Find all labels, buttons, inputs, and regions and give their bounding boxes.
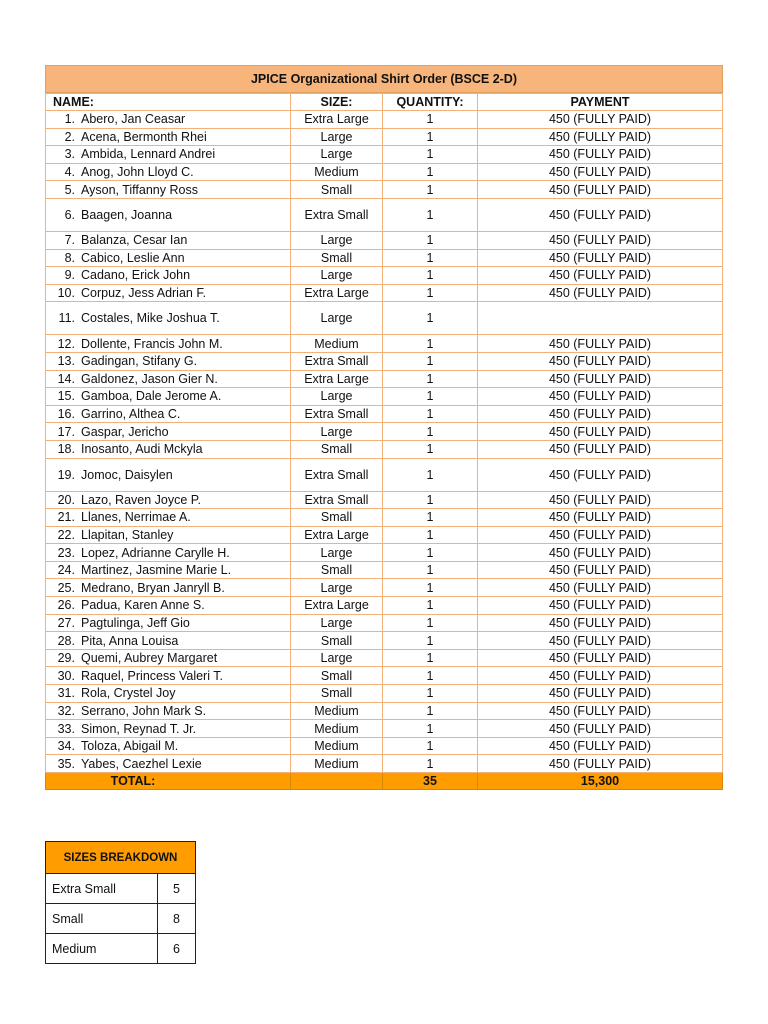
shirt-size: Large — [291, 388, 383, 406]
payment-status: 450 (FULLY PAID) — [478, 649, 723, 667]
total-payment: 15,300 — [478, 773, 723, 790]
student-name-cell — [46, 267, 291, 285]
student-name: Cadano, Erick John — [81, 268, 191, 283]
shirt-order-sheet — [45, 65, 723, 790]
student-name: Ambida, Lennard Andrei — [81, 147, 216, 162]
table-row — [46, 597, 723, 615]
quantity: 1 — [383, 128, 478, 146]
shirt-size: Large — [291, 614, 383, 632]
table-row — [46, 370, 723, 388]
payment-status: 450 (FULLY PAID) — [478, 561, 723, 579]
student-name: Yabes, Caezhel Lexie — [81, 756, 202, 771]
row-number: 27. — [57, 615, 75, 630]
table-row — [46, 423, 723, 441]
payment-status: 450 (FULLY PAID) — [478, 231, 723, 249]
payment-status: 450 (FULLY PAID) — [478, 458, 723, 491]
student-name: Garrino, Althea C. — [81, 407, 181, 422]
quantity: 1 — [383, 685, 478, 703]
shirt-size: Medium — [291, 755, 383, 773]
student-name: Llanes, Nerrimae A. — [81, 510, 191, 525]
student-name-cell — [46, 231, 291, 249]
shirt-size: Medium — [291, 335, 383, 353]
breakdown-value: 6 — [158, 934, 196, 964]
shirt-size: Extra Small — [291, 491, 383, 509]
shirt-size: Large — [291, 231, 383, 249]
payment-status: 450 (FULLY PAID) — [478, 685, 723, 703]
row-number: 32. — [57, 703, 75, 718]
table-row — [46, 667, 723, 685]
quantity: 1 — [383, 267, 478, 285]
shirt-size: Extra Large — [291, 526, 383, 544]
row-number: 31. — [57, 686, 75, 701]
row-number: 23. — [57, 545, 75, 560]
shirt-size: Small — [291, 685, 383, 703]
shirt-size: Large — [291, 146, 383, 164]
student-name-cell — [46, 579, 291, 597]
payment-status: 450 (FULLY PAID) — [478, 284, 723, 302]
table-row — [46, 198, 723, 231]
row-number: 11. — [58, 311, 75, 326]
table-row — [46, 405, 723, 423]
student-name-cell — [46, 352, 291, 370]
row-number: 33. — [57, 721, 75, 736]
payment-status: 450 (FULLY PAID) — [478, 544, 723, 562]
quantity: 1 — [383, 667, 478, 685]
quantity: 1 — [383, 146, 478, 164]
payment-status: 450 (FULLY PAID) — [478, 423, 723, 441]
payment-status: 450 (FULLY PAID) — [478, 632, 723, 650]
row-number: 16. — [57, 407, 75, 422]
shirt-size: Extra Large — [291, 597, 383, 615]
table-row — [46, 561, 723, 579]
student-name-cell — [46, 667, 291, 685]
student-name: Abero, Jan Ceasar — [81, 112, 186, 127]
student-name: Raquel, Princess Valeri T. — [81, 668, 223, 683]
table-row — [46, 526, 723, 544]
shirt-size: Large — [291, 128, 383, 146]
student-name: Martinez, Jasmine Marie L. — [81, 563, 232, 578]
student-name-cell — [46, 146, 291, 164]
total-row — [46, 773, 723, 790]
table-row — [46, 649, 723, 667]
quantity: 1 — [383, 198, 478, 231]
row-number: 21. — [57, 510, 75, 525]
student-name: Toloza, Abigail M. — [81, 739, 179, 754]
quantity: 1 — [383, 649, 478, 667]
payment-status: 450 (FULLY PAID) — [478, 579, 723, 597]
table-row — [46, 231, 723, 249]
shirt-size: Large — [291, 267, 383, 285]
student-name-cell — [46, 491, 291, 509]
shirt-size: Small — [291, 440, 383, 458]
student-name: Simon, Reynad T. Jr. — [81, 721, 197, 736]
table-row — [46, 509, 723, 527]
student-name: Pagtulinga, Jeff Gio — [81, 615, 190, 630]
row-number: 17. — [57, 424, 75, 439]
student-name-cell — [46, 128, 291, 146]
quantity: 1 — [383, 302, 478, 335]
row-number: 28. — [57, 633, 75, 648]
quantity: 1 — [383, 526, 478, 544]
student-name-cell — [46, 720, 291, 738]
table-row — [46, 128, 723, 146]
student-name-cell — [46, 440, 291, 458]
payment-status: 450 (FULLY PAID) — [478, 702, 723, 720]
shirt-size: Medium — [291, 702, 383, 720]
student-name: Pita, Anna Louisa — [81, 633, 179, 648]
payment-status: 450 (FULLY PAID) — [478, 146, 723, 164]
header-payment: PAYMENT — [478, 94, 723, 111]
shirt-size: Small — [291, 561, 383, 579]
row-number: 20. — [57, 492, 75, 507]
row-number: 29. — [57, 651, 75, 666]
row-number: 1. — [64, 112, 75, 127]
row-number: 30. — [57, 668, 75, 683]
breakdown-value: 5 — [158, 874, 196, 904]
payment-status: 450 (FULLY PAID) — [478, 597, 723, 615]
quantity: 1 — [383, 561, 478, 579]
breakdown-label: Small — [46, 904, 158, 934]
payment-status: 450 (FULLY PAID) — [478, 440, 723, 458]
student-name-cell — [46, 302, 291, 335]
quantity: 1 — [383, 163, 478, 181]
row-number: 26. — [57, 598, 75, 613]
student-name-cell — [46, 632, 291, 650]
quantity: 1 — [383, 491, 478, 509]
table-row — [46, 737, 723, 755]
order-rows — [46, 111, 723, 773]
quantity: 1 — [383, 423, 478, 441]
quantity: 1 — [383, 405, 478, 423]
shirt-size: Large — [291, 649, 383, 667]
row-number: 2. — [64, 129, 75, 144]
row-number: 3. — [64, 147, 75, 162]
quantity: 1 — [383, 702, 478, 720]
row-number: 13. — [57, 354, 75, 369]
quantity: 1 — [383, 440, 478, 458]
breakdown-label: Extra Small — [46, 874, 158, 904]
row-number: 19. — [57, 467, 75, 482]
student-name: Gamboa, Dale Jerome A. — [81, 389, 222, 404]
orders-table — [45, 93, 723, 790]
table-row — [46, 579, 723, 597]
student-name: Gaspar, Jericho — [81, 424, 169, 439]
shirt-size: Large — [291, 579, 383, 597]
breakdown-row — [46, 904, 196, 934]
payment-status: 450 (FULLY PAID) — [478, 720, 723, 738]
payment-status: 450 (FULLY PAID) — [478, 667, 723, 685]
shirt-size: Medium — [291, 737, 383, 755]
quantity: 1 — [383, 720, 478, 738]
quantity: 1 — [383, 111, 478, 129]
table-row — [46, 284, 723, 302]
student-name-cell — [46, 335, 291, 353]
shirt-size: Extra Large — [291, 284, 383, 302]
shirt-size: Large — [291, 302, 383, 335]
quantity: 1 — [383, 737, 478, 755]
row-number: 8. — [64, 250, 75, 265]
quantity: 1 — [383, 509, 478, 527]
student-name: Corpuz, Jess Adrian F. — [81, 286, 207, 301]
quantity: 1 — [383, 614, 478, 632]
table-row — [46, 440, 723, 458]
payment-status: 450 (FULLY PAID) — [478, 614, 723, 632]
total-size-empty — [291, 773, 383, 790]
table-row — [46, 702, 723, 720]
quantity: 1 — [383, 370, 478, 388]
student-name: Cabico, Leslie Ann — [81, 250, 185, 265]
quantity: 1 — [383, 388, 478, 406]
shirt-size: Small — [291, 667, 383, 685]
row-number: 15. — [57, 389, 75, 404]
student-name-cell — [46, 249, 291, 267]
student-name-cell — [46, 544, 291, 562]
shirt-size: Small — [291, 632, 383, 650]
shirt-size: Extra Small — [291, 352, 383, 370]
payment-status: 450 (FULLY PAID) — [478, 405, 723, 423]
header-size: SIZE: — [291, 94, 383, 111]
shirt-size: Small — [291, 509, 383, 527]
quantity: 1 — [383, 249, 478, 267]
student-name-cell — [46, 561, 291, 579]
quantity: 1 — [383, 181, 478, 199]
header-row — [46, 94, 723, 111]
row-number: 12. — [57, 336, 75, 351]
student-name-cell — [46, 649, 291, 667]
breakdown-label: Medium — [46, 934, 158, 964]
total-label: TOTAL: — [46, 773, 291, 790]
student-name-cell — [46, 458, 291, 491]
quantity: 1 — [383, 579, 478, 597]
shirt-size: Small — [291, 249, 383, 267]
shirt-size: Extra Large — [291, 370, 383, 388]
student-name: Medrano, Bryan Janryll B. — [81, 580, 225, 595]
student-name: Baagen, Joanna — [81, 207, 173, 222]
student-name: Lopez, Adrianne Carylle H. — [81, 545, 230, 560]
student-name-cell — [46, 163, 291, 181]
student-name-cell — [46, 614, 291, 632]
row-number: 7. — [64, 233, 75, 248]
student-name: Acena, Bermonth Rhei — [81, 129, 207, 144]
shirt-size: Medium — [291, 720, 383, 738]
row-number: 4. — [64, 165, 75, 180]
table-row — [46, 491, 723, 509]
row-number: 5. — [64, 182, 75, 197]
table-row — [46, 632, 723, 650]
breakdown-value: 8 — [158, 904, 196, 934]
student-name: Anog, John Lloyd C. — [81, 165, 194, 180]
payment-status: 450 (FULLY PAID) — [478, 249, 723, 267]
payment-status: 450 (FULLY PAID) — [478, 509, 723, 527]
row-number: 6. — [64, 207, 75, 222]
shirt-size: Extra Small — [291, 458, 383, 491]
payment-status: 450 (FULLY PAID) — [478, 737, 723, 755]
quantity: 1 — [383, 544, 478, 562]
student-name: Quemi, Aubrey Margaret — [81, 651, 218, 666]
payment-status: 450 (FULLY PAID) — [478, 755, 723, 773]
student-name: Rola, Crystel Joy — [81, 686, 176, 701]
student-name-cell — [46, 284, 291, 302]
table-row — [46, 267, 723, 285]
student-name: Serrano, John Mark S. — [81, 703, 207, 718]
table-row — [46, 685, 723, 703]
student-name: Ayson, Tiffanny Ross — [81, 182, 198, 197]
table-row — [46, 755, 723, 773]
table-row — [46, 146, 723, 164]
row-number: 24. — [57, 563, 75, 578]
row-number: 14. — [57, 371, 75, 386]
student-name-cell — [46, 111, 291, 129]
table-row — [46, 111, 723, 129]
row-number: 18. — [57, 442, 75, 457]
total-quantity: 35 — [383, 773, 478, 790]
student-name-cell — [46, 526, 291, 544]
table-row — [46, 352, 723, 370]
quantity: 1 — [383, 458, 478, 491]
table-row — [46, 335, 723, 353]
shirt-size: Extra Small — [291, 198, 383, 231]
quantity: 1 — [383, 755, 478, 773]
row-number: 10. — [57, 286, 75, 301]
payment-status: 450 (FULLY PAID) — [478, 198, 723, 231]
quantity: 1 — [383, 335, 478, 353]
student-name-cell — [46, 181, 291, 199]
table-row — [46, 302, 723, 335]
student-name-cell — [46, 509, 291, 527]
payment-status: 450 (FULLY PAID) — [478, 491, 723, 509]
payment-status: 450 (FULLY PAID) — [478, 267, 723, 285]
shirt-size: Extra Small — [291, 405, 383, 423]
shirt-size: Extra Large — [291, 111, 383, 129]
table-row — [46, 544, 723, 562]
student-name-cell — [46, 370, 291, 388]
student-name-cell — [46, 702, 291, 720]
student-name-cell — [46, 388, 291, 406]
shirt-size: Large — [291, 544, 383, 562]
student-name-cell — [46, 685, 291, 703]
row-number: 34. — [57, 739, 75, 754]
table-row — [46, 458, 723, 491]
row-number: 9. — [64, 268, 75, 283]
payment-status — [478, 302, 723, 335]
table-row — [46, 720, 723, 738]
sizes-breakdown-table — [45, 841, 196, 964]
student-name: Padua, Karen Anne S. — [81, 598, 205, 613]
payment-status: 450 (FULLY PAID) — [478, 388, 723, 406]
student-name: Inosanto, Audi Mckyla — [81, 442, 203, 457]
breakdown-title: SIZES BREAKDOWN — [46, 842, 196, 874]
student-name-cell — [46, 198, 291, 231]
student-name: Gadingan, Stifany G. — [81, 354, 198, 369]
payment-status: 450 (FULLY PAID) — [478, 352, 723, 370]
shirt-size: Medium — [291, 163, 383, 181]
student-name-cell — [46, 405, 291, 423]
student-name: Jomoc, Daisylen — [81, 467, 173, 482]
row-number: 25. — [57, 580, 75, 595]
quantity: 1 — [383, 284, 478, 302]
row-number: 35. — [57, 756, 75, 771]
breakdown-row — [46, 934, 196, 964]
student-name: Galdonez, Jason Gier N. — [81, 371, 218, 386]
payment-status: 450 (FULLY PAID) — [478, 181, 723, 199]
header-name: NAME: — [46, 94, 291, 111]
student-name: Costales, Mike Joshua T. — [81, 311, 220, 326]
payment-status: 450 (FULLY PAID) — [478, 163, 723, 181]
quantity: 1 — [383, 632, 478, 650]
student-name-cell — [46, 597, 291, 615]
row-number: 22. — [57, 527, 75, 542]
quantity: 1 — [383, 352, 478, 370]
sheet-title: JPICE Organizational Shirt Order (BSCE 2-D) — [45, 65, 723, 93]
header-quantity: QUANTITY: — [383, 94, 478, 111]
payment-status: 450 (FULLY PAID) — [478, 335, 723, 353]
student-name-cell — [46, 737, 291, 755]
shirt-size: Large — [291, 423, 383, 441]
breakdown-row — [46, 874, 196, 904]
payment-status: 450 (FULLY PAID) — [478, 111, 723, 129]
student-name-cell — [46, 755, 291, 773]
table-row — [46, 181, 723, 199]
student-name-cell — [46, 423, 291, 441]
quantity: 1 — [383, 597, 478, 615]
student-name: Lazo, Raven Joyce P. — [81, 492, 201, 507]
student-name: Dollente, Francis John M. — [81, 336, 223, 351]
payment-status: 450 (FULLY PAID) — [478, 128, 723, 146]
table-row — [46, 614, 723, 632]
student-name: Balanza, Cesar Ian — [81, 233, 188, 248]
quantity: 1 — [383, 231, 478, 249]
payment-status: 450 (FULLY PAID) — [478, 370, 723, 388]
payment-status: 450 (FULLY PAID) — [478, 526, 723, 544]
table-row — [46, 388, 723, 406]
table-row — [46, 249, 723, 267]
table-row — [46, 163, 723, 181]
shirt-size: Small — [291, 181, 383, 199]
student-name: Llapitan, Stanley — [81, 527, 174, 542]
